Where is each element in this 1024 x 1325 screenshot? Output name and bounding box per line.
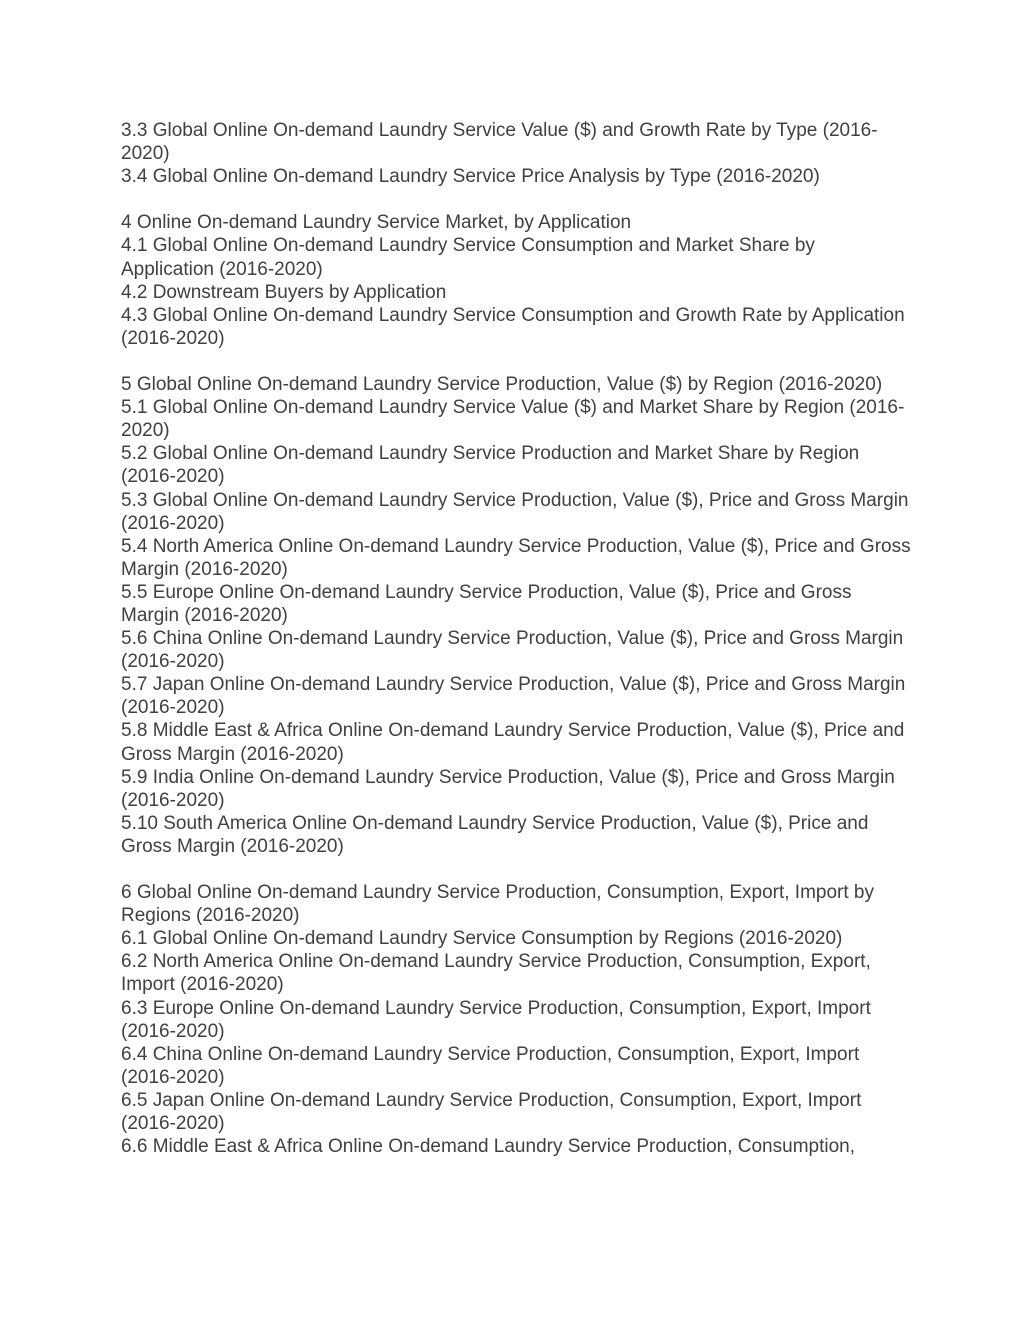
toc-entry-6: 6 Global Online On-demand Laundry Service Production, Consumption, Export, Import by Regions (2016-2020) xyxy=(121,882,874,927)
toc-entry-5-9: 5.9 India Online On-demand Laundry Service Production, Value ($), Price and Gross Margin (2016-2020) xyxy=(121,766,895,811)
toc-entry-5-3: 5.3 Global Online On-demand Laundry Service Production, Value ($), Price and Gross Margin (2016-2020) xyxy=(121,489,909,534)
toc-entry-6-2: 6.2 North America Online On-demand Laundry Service Production, Consumption, Export, Import (2016-2020) xyxy=(121,951,871,996)
toc-entry-3-4: 3.4 Global Online On-demand Laundry Service Price Analysis by Type (2016-2020) xyxy=(121,166,820,188)
toc-entry-6-6: 6.6 Middle East & Africa Online On-demand Laundry Service Production, Consumption, xyxy=(121,1136,855,1158)
toc-entry-5: 5 Global Online On-demand Laundry Service Production, Value ($) by Region (2016-2020) xyxy=(121,374,883,396)
toc-entry-5-6: 5.6 China Online On-demand Laundry Service Production, Value ($), Price and Gross Margin (2016-2020) xyxy=(121,628,904,673)
toc-entry-5-7: 5.7 Japan Online On-demand Laundry Service Production, Value ($), Price and Gross Margin (2016-2020) xyxy=(121,674,906,719)
toc-entry-5-2: 5.2 Global Online On-demand Laundry Service Production and Market Share by Region (2016-2020) xyxy=(121,443,860,488)
toc-entry-5-10: 5.10 South America Online On-demand Laundry Service Production, Value ($), Price and Gross Margin (2016-2020) xyxy=(121,812,869,857)
toc-entry-6-1: 6.1 Global Online On-demand Laundry Service Consumption by Regions (2016-2020) xyxy=(121,928,843,950)
toc-section-6 xyxy=(121,881,911,1158)
toc-entry-6-5: 6.5 Japan Online On-demand Laundry Service Production, Consumption, Export, Import (2016-2020) xyxy=(121,1089,862,1135)
toc-entry-5-5: 5.5 Europe Online On-demand Laundry Service Production, Value ($), Price and Gross Margin (2016-2020) xyxy=(121,581,852,626)
toc-entry-4-2: 4.2 Downstream Buyers by Application xyxy=(121,281,447,303)
toc-entry-6-4: 6.4 China Online On-demand Laundry Service Production, Consumption, Export, Import (2016-2020) xyxy=(121,1043,860,1088)
toc-entry-4-3: 4.3 Global Online On-demand Laundry Service Consumption and Growth Rate by Application (2016-2020) xyxy=(121,304,905,349)
toc-entry-5-1: 5.1 Global Online On-demand Laundry Service Value ($) and Market Share by Region (2016-2020) xyxy=(121,397,905,442)
document-page xyxy=(121,119,911,1181)
toc-entry-6-3: 6.3 Europe Online On-demand Laundry Service Production, Consumption, Export, Import (2016-2020) xyxy=(121,997,871,1042)
toc-entry-5-4: 5.4 North America Online On-demand Laundry Service Production, Value ($), Price and Gross Margin (2016-2020) xyxy=(121,535,911,580)
toc-entry-5-8: 5.8 Middle East & Africa Online On-demand Laundry Service Production, Value ($), Price and Gross Margin (2016-2020) xyxy=(121,720,905,765)
toc-entry-3-3: 3.3 Global Online On-demand Laundry Service Value ($) and Growth Rate by Type (2016-2020) xyxy=(121,120,878,165)
toc-section-4 xyxy=(121,211,911,350)
toc-entry-4: 4 Online On-demand Laundry Service Market, by Application xyxy=(121,212,632,234)
toc-section-3 xyxy=(121,119,911,188)
toc-section-5 xyxy=(121,373,911,858)
toc-entry-4-1: 4.1 Global Online On-demand Laundry Service Consumption and Market Share by Application (2016-2020) xyxy=(121,235,815,280)
